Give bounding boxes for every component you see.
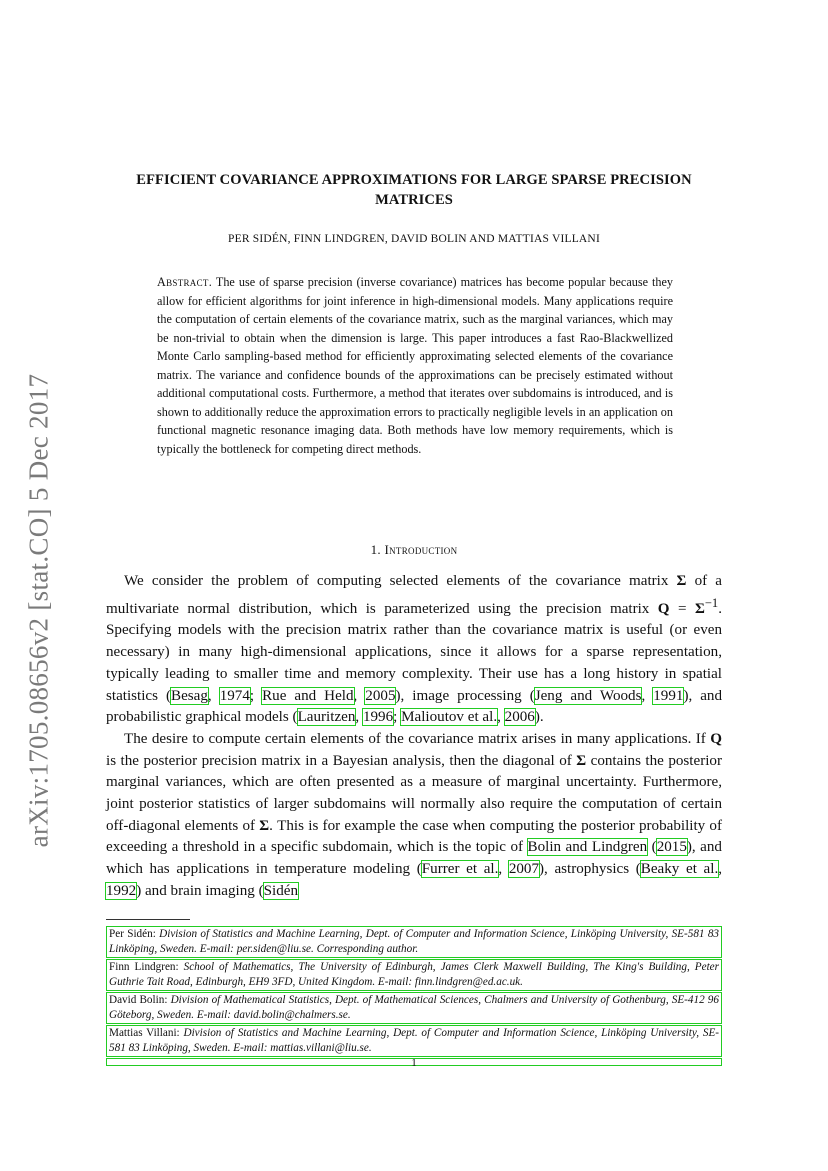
section-heading-introduction: [100, 542, 728, 558]
abstract-text: The use of sparse precision (inverse covariance) matrices has become popular because they allow for efficient algorithms for joint inference in high-dimensional models. Many applications require the computation of certain elements of the covariance matrix, such as the marginal variances, which may be non-trivial to obtain when the dimension is large. This paper introduces a fast Rao-Blackwellized Monte Carlo sampling-based method for efficiently approximating selected elements of the covariance matrix. The variance and confidence bounds of the approximations can be precisely estimated without additional computational costs. Furthermore, a method that iterates over subdomains is introduced, and is shown to additionally reduce the approximation errors to practically negligible levels in an application on functional magnetic resonance imaging data. Both methods have low memory requirements, which is typically the bottleneck for competing direct methods.: [157, 275, 673, 456]
text-run: ,: [207, 687, 220, 704]
paragraph-2: [106, 729, 722, 903]
text-run: ), astrophysics (: [539, 861, 641, 878]
citation-link[interactable]: 2005: [365, 687, 396, 704]
text-run: ,: [497, 709, 505, 726]
text-run: of a multivariate normal distribution, which is parameterized using the precision matrix: [106, 573, 722, 617]
text-run: . This is for example the case when computing the posterior probability of exceeding a threshold in a specific subdomain, which is the topic of: [106, 817, 723, 856]
text-run: =: [669, 600, 695, 617]
text-run: ) and brain imaging (: [136, 882, 264, 899]
footnote-rule: [106, 919, 190, 920]
text-run: ,: [498, 861, 509, 878]
page-number[interactable]: 1: [106, 1058, 722, 1066]
footnote-affiliation: School of Mathematics, The University of Edinburgh, James Clerk Maxwell Building, The King's Building, Peter Guthrie Tait Road, Edinburgh, EH9 3FD, United Kingdom. E-mail: finn.lindgren@ed.ac.uk.: [109, 960, 720, 989]
citation-link[interactable]: Lauritzen: [297, 709, 356, 726]
citation-link[interactable]: Malioutov et al.: [401, 709, 498, 726]
citation-link[interactable]: Beaky et al.: [640, 861, 719, 878]
math-sigma: Σ: [576, 752, 587, 769]
math-exponent: −1: [704, 595, 719, 610]
citation-link[interactable]: 1991: [653, 687, 684, 704]
footnote-david-bolin[interactable]: [106, 992, 722, 1024]
text-run: ;: [393, 709, 402, 726]
citation-link[interactable]: Furrer et al.: [421, 861, 499, 878]
math-sigma-inverse: Σ: [694, 600, 705, 617]
footnote-mattias-villani[interactable]: [106, 1025, 722, 1057]
text-run: ), and which has applications in temperature modeling (: [106, 839, 722, 878]
paper-title: [100, 170, 728, 210]
footnote-author: David Bolin:: [109, 993, 168, 1006]
text-run: ;: [249, 687, 263, 704]
text-run: ).: [534, 709, 544, 726]
arxiv-identifier-text: arXiv:1705.08656v2 [stat.CO] 5 Dec 2017: [23, 373, 54, 847]
citation-link[interactable]: 1996: [362, 709, 394, 726]
footnote-author: Mattias Villani:: [109, 1026, 180, 1039]
math-sigma: Σ: [259, 817, 270, 834]
paragraph-1: [106, 571, 722, 729]
math-q: Q: [657, 600, 670, 617]
introduction-body: [106, 571, 722, 903]
citation-link[interactable]: Sidén: [263, 882, 298, 899]
footnote-finn-lindgren[interactable]: [106, 959, 722, 991]
citation-link[interactable]: Besag: [171, 687, 208, 704]
text-run: We consider the problem of computing selected elements of the covariance matrix: [124, 573, 677, 589]
citation-link[interactable]: 2015: [656, 839, 687, 856]
abstract-label: Abstract.: [157, 275, 213, 289]
author-list: PER SIDÉN, FINN LINDGREN, DAVID BOLIN AND MATTIAS VILLANI: [228, 233, 600, 245]
text-run: . Specifying models with the precision matrix rather than the covariance matrix is useful (or even necessary) in many high-dimensional applications, since it allows for a sparse representation, typically leading to smaller time and memory complexity. Their use has a long history in spatial statistics (: [106, 600, 722, 704]
math-sigma: Σ: [676, 573, 687, 589]
citation-link[interactable]: Bolin and Lindgren: [527, 839, 648, 856]
math-q: Q: [710, 730, 722, 747]
citation-link[interactable]: Rue and Held: [262, 687, 354, 704]
footnote-affiliation: Division of Statistics and Machine Learning, Dept. of Computer and Information Science, Linköping University, SE-581 83 Linköping, Sweden. E-mail: per.siden@liu.se. Corresponding author.: [109, 928, 720, 956]
paper-title-line-2: MATRICES: [375, 192, 453, 208]
paper-title-line-1: EFFICIENT COVARIANCE APPROXIMATIONS FOR LARGE SPARSE PRECISION: [136, 172, 692, 188]
text-run: contains the posterior marginal variances, which are often presented as a measure of marginal uncertainty. Furthermore, joint posterior statistics of larger subdomains will normally also require the computation of certain off-diagonal elements of: [106, 752, 722, 834]
citation-link[interactable]: 2006: [504, 709, 535, 726]
text-run: The desire to compute certain elements of the covariance matrix arises in many applications. If: [124, 730, 711, 747]
section-number: 1.: [370, 542, 381, 557]
section-title: Introduction: [384, 542, 458, 557]
text-run: ,: [353, 687, 366, 704]
text-run: is the posterior precision matrix in a Bayesian analysis, then the diagonal of: [106, 752, 577, 769]
abstract: [157, 273, 673, 458]
citation-link[interactable]: 1992: [106, 882, 137, 899]
footnote-author: Finn Lindgren:: [109, 960, 179, 973]
citation-link[interactable]: 2007: [508, 861, 539, 878]
footnotes: [106, 926, 722, 1070]
citation-link[interactable]: 1974: [219, 687, 250, 704]
text-run: ), and probabilistic graphical models (: [106, 687, 723, 726]
footnote-per-siden[interactable]: [106, 926, 722, 958]
text-run: ), image processing (: [395, 687, 535, 704]
text-run: (: [647, 839, 657, 856]
footnote-affiliation: Division of Statistics and Machine Learning, Dept. of Computer and Information Science, Linköping University, SE-581 83 Linköping, Sweden. E-mail: mattias.villani@liu.se.: [109, 1026, 719, 1054]
citation-link[interactable]: Jeng and Woods: [534, 687, 642, 704]
footnote-author: Per Sidén:: [109, 928, 156, 940]
text-run: ,: [355, 709, 363, 726]
text-run: ,: [641, 687, 654, 704]
footnote-affiliation: Division of Mathematical Statistics, Dept. of Mathematical Sciences, Chalmers and University of Gothenburg, SE-412 96 Göteborg, Sweden. E-mail: david.bolin@chalmers.se.: [109, 993, 719, 1022]
arxiv-identifier: [14, 365, 64, 855]
text-run: ,: [718, 861, 723, 878]
